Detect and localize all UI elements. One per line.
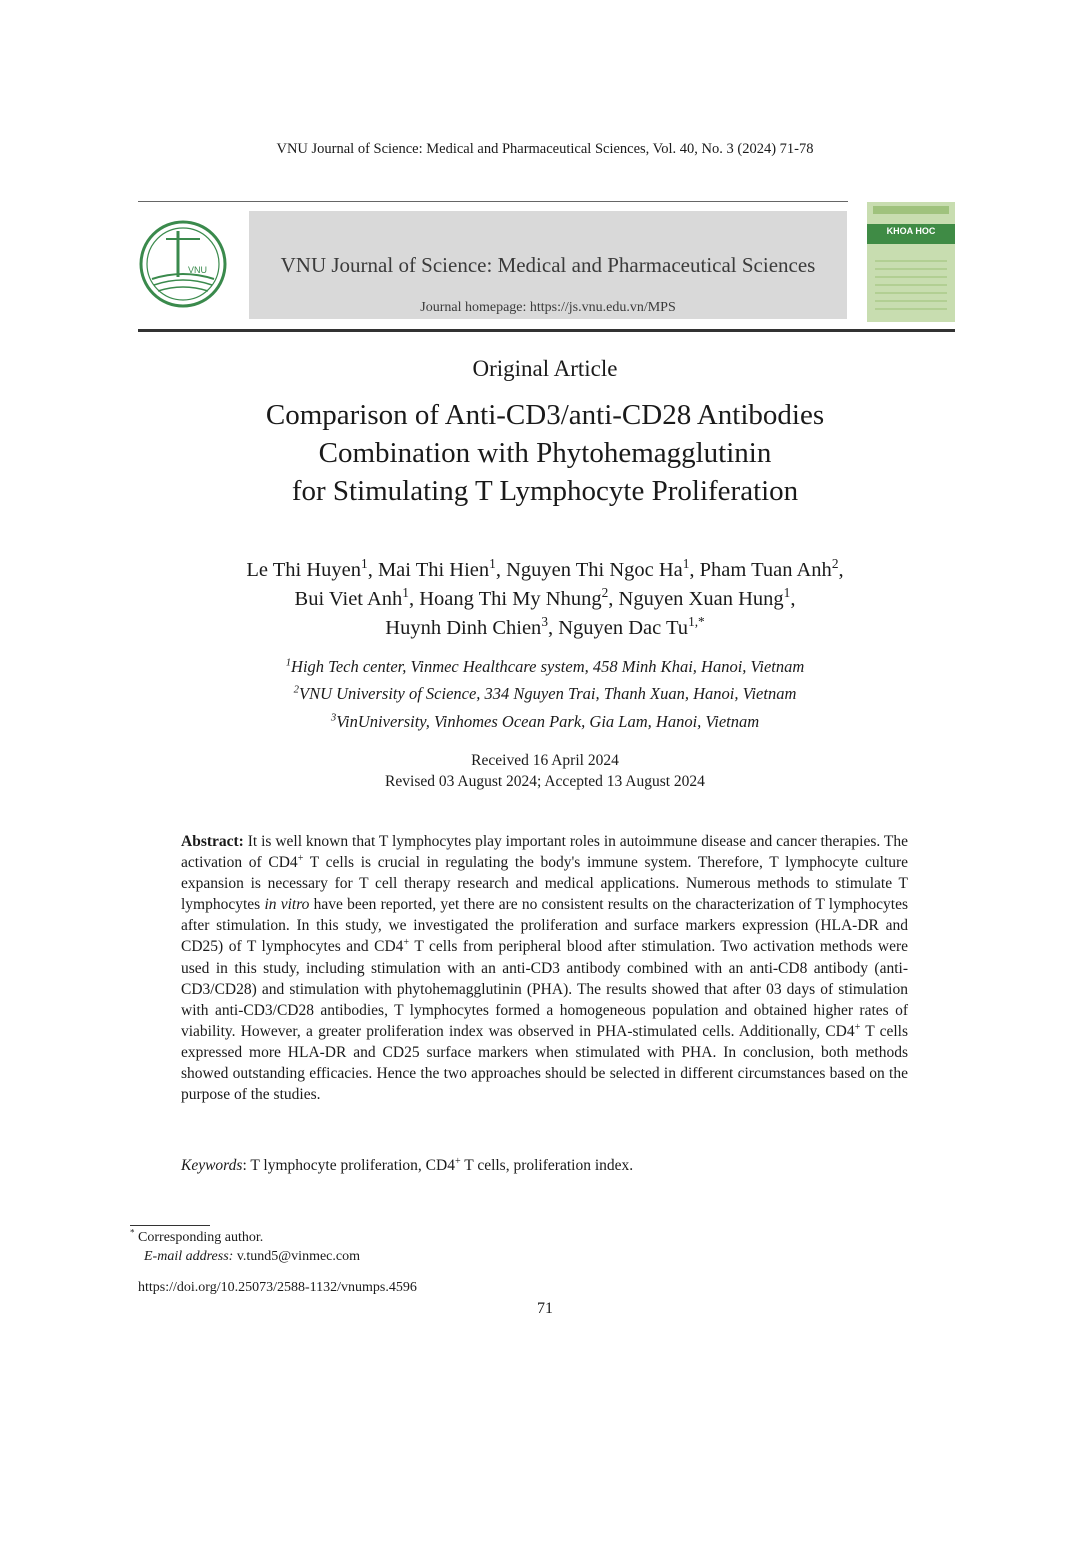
header-bottom-rule [138, 329, 955, 332]
abstract-italic: in vitro [264, 896, 310, 914]
superscript-plus: + [297, 852, 304, 864]
running-head: VNU Journal of Science: Medical and Pharmaceutical Sciences, Vol. 40, No. 3 (2024) 71-78 [276, 141, 814, 157]
vnu-logo-icon [138, 217, 228, 311]
author-affil-mark: 1 [783, 585, 791, 601]
keywords-text: : T lymphocyte proliferation, CD4 [242, 1157, 455, 1174]
banner-homepage[interactable]: Journal homepage: https://js.vnu.edu.vn/MPS [420, 300, 676, 315]
author-affil-mark: 3 [541, 614, 548, 630]
abstract-label: Abstract: [181, 833, 244, 850]
author-name: Huynh Dinh Chien [385, 617, 542, 639]
abstract-text: It is well known that T lymphocytes play important roles in autoimmune disease and cancer therapies. The activation of CD4 [181, 833, 908, 872]
abstract [181, 831, 908, 1105]
affiliation-text: VinUniversity, Vinhomes Ocean Park, Gia Lam, Hanoi, Vietnam [336, 712, 760, 731]
footnote-text: Corresponding author. [134, 1230, 264, 1245]
superscript-plus: + [454, 1155, 461, 1167]
cover-title: KHOA HOC [886, 226, 936, 236]
cover-text-lines [875, 254, 947, 314]
affiliation-text: VNU University of Science, 334 Nguyen Trai, Thanh Xuan, Hanoi, Vietnam [298, 684, 797, 703]
author-affil-mark: 2 [831, 556, 839, 572]
author-line: Huynh Dinh Chien$^3$, Nguyen Dac $Tu^{1,*}$ [385, 614, 705, 639]
superscript-plus: + [854, 1021, 861, 1033]
journal-cover-thumbnail [867, 202, 955, 322]
title-line: Combination with Phytohemagglutinin [318, 437, 772, 469]
author-name: Nguyen Thi Ngoc Ha [506, 559, 683, 581]
affiliation-text: High Tech center, Vinmec Healthcare system, 458 Minh Khai, Hanoi, Vietnam [291, 657, 805, 676]
author-name: Bui Viet Anh [294, 588, 403, 610]
abstract-text: T cells expressed more HLA-DR and CD25 surface markers when stimulated with PHA. In conclusion, both methods showed outstanding efficacies. Hence the two approaches should be selected in different circumstances based on the purpose of the studies. [181, 1022, 908, 1104]
affiliation [0, 657, 1090, 677]
author-affil-mark: 1 [361, 556, 368, 572]
logo-text: VNU [188, 265, 208, 275]
author-affil-mark: 1 [682, 556, 690, 572]
author-line: Le Thi Huyen$^1$, Mai Thi Hien$^1$, Nguyen Thi Ngoc Ha$^1$, Pham Tuan Anh$^2$, [246, 556, 844, 581]
affiliation-mark: 2 [293, 683, 299, 696]
abstract-text: have been reported, yet there are no consistent results on the characterization of T lymphocytes after stimulation. In this study, we investigated the proliferation and surface markers expression (HLA-DR and CD25) of T lymphocytes and CD4 [181, 896, 908, 956]
superscript-plus: + [403, 937, 410, 949]
author-name: Le Thi Huyen [246, 559, 362, 581]
author-line: Bui Viet Anh$^1$, Hoang Thi My Nhung$^2$, Nguyen Xuan Hung$^1$, [294, 585, 796, 610]
author-list [0, 556, 1090, 643]
article-type: Original Article [472, 356, 618, 381]
banner-journal-title: VNU Journal of Science: Medical and Pharmaceutical Sciences [280, 253, 816, 277]
author-name: Mai Thi Hien [377, 559, 490, 581]
affiliation [0, 684, 1090, 704]
footnote-rule [130, 1225, 210, 1226]
abstract-text: T cells from peripheral blood after stimulation. Two activation methods were used in this study, including stimulation with an anti-CD3 antibody combined with an anti-CD8 antibody (anti-CD3/CD28) and stimulation with phytohemagglutinin (PHA). The results showed that after 03 days of stimulation with anti-CD3/CD28 antibodies, T lymphocytes formed a homogeneous population and obtained higher rates of viability. However, a greater proliferation index was observed in PHA-stimulated cells. Additionally, CD4 [181, 938, 909, 1040]
title-line: for Stimulating T Lymphocyte Proliferation [291, 475, 799, 507]
affiliation-mark: 1 [285, 656, 292, 669]
keywords-label: Keywords [181, 1157, 243, 1174]
author-affil-mark: 2 [601, 585, 609, 601]
abstract-text: T cells is crucial in regulating the body's immune system. Therefore, T lymphocyte culture expansion is necessary for T cell therapy research and medical applications. Numerous methods to stimulate T lymphocytes [181, 854, 908, 914]
title-line: Comparison of Anti-CD3/anti-CD28 Antibodies [265, 399, 825, 431]
cover-top-strip [873, 206, 949, 214]
doi-link[interactable]: https://doi.org/10.25073/2588-1132/vnumps.4596 [138, 1280, 417, 1295]
footnote-email [144, 1249, 360, 1265]
keywords [181, 1157, 908, 1175]
author-name: Hoang Thi My Nhung [419, 588, 602, 610]
author-affil-mark: 1 [402, 585, 409, 601]
author-affil-mark: 1,* [688, 614, 705, 630]
author-name: Nguyen Dac Tu [558, 617, 689, 639]
page-number: 71 [537, 1300, 553, 1317]
footnote-mark: * [130, 1227, 135, 1238]
header-top-rule [138, 201, 848, 202]
affiliation-mark: 3 [330, 711, 337, 724]
footnote-corresponding [130, 1227, 264, 1246]
author-name: Pham Tuan Anh [699, 559, 832, 581]
keywords-text: T cells, proliferation index. [460, 1157, 634, 1174]
email-address[interactable]: v.tund5@vinmec.com [233, 1249, 360, 1264]
affiliation [0, 712, 1090, 732]
revised-accepted-date: Revised 03 August 2024; Accepted 13 August 2024 [385, 773, 705, 790]
email-label: E-mail address: [144, 1249, 234, 1264]
author-name: Nguyen Xuan Hung [618, 588, 784, 610]
author-affil-mark: 1 [489, 556, 496, 572]
article-title [0, 396, 1090, 510]
received-date: Received 16 April 2024 [471, 752, 619, 769]
